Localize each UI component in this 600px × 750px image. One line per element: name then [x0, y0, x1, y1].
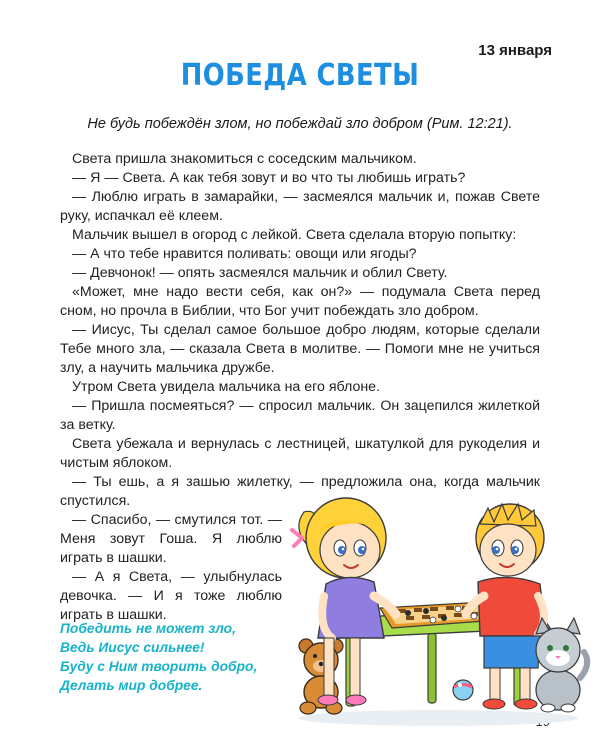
story-paragraph: «Может, мне надо вести себя, как он?» — подумала Света перед сном, но прочла в Библии, что Бог учит побеждать зло добром.: [60, 284, 540, 319]
page-title: ПОБЕДА СВЕТЫ: [180, 58, 420, 93]
story-paragraph: — Я — Света. А как тебя зовут и во что ты любишь играть?: [72, 170, 466, 186]
girl-figure-icon: [292, 498, 396, 705]
story-paragraph: — А что тебе нравится поливать: овощи или ягоды?: [72, 246, 417, 262]
story-paragraph: Света пришла знакомиться с соседским мальчиком.: [72, 151, 417, 167]
story-paragraph: Света убежала и вернулась с лестницей, шкатулкой для рукоделия и чистым яблоком.: [60, 436, 540, 471]
kitten-icon: [536, 618, 587, 712]
story-paragraph: — Ты ешь, а я зашью жилетку, — предложила она, когда мальчик спустился.: [60, 474, 540, 509]
poem-line: Победить не может зло,: [60, 621, 236, 636]
epigraph: Не будь побеждён злом, но побеждай зло добром (Рим. 12:21).: [87, 116, 513, 132]
poem-line: Буду с Ним творить добро,: [60, 659, 258, 674]
poem-line: Ведь Иисус сильнее!: [60, 640, 205, 655]
story-paragraph: — Девчонок! — опять засмеялся мальчик и облил Свету.: [72, 265, 448, 281]
story-paragraph: — Спасибо, — смутился тот. — Меня зовут Гоша. Я люблю играть в шашки.: [60, 512, 282, 566]
ball-icon: [453, 680, 473, 700]
poem-line: Делать мир добрее.: [60, 678, 203, 693]
poem: [60, 619, 257, 695]
story-paragraph: Мальчик вышел в огород с лейкой. Света сделала вторую попытку:: [72, 227, 517, 243]
story-paragraph: — Люблю играть в замарайки, — засмеялся мальчик и, пожав Свете руку, испачкал её клеем.: [60, 189, 540, 224]
page-date: 13 января: [478, 42, 552, 59]
story-paragraph: — Иисус, Ты сделал самое большое добро людям, которые сделали Тебе много зла, — сказала Света в молитве. — Помоги мне не учиться злу, а научить мальчика дружбе.: [60, 322, 540, 376]
children-playing-checkers-illustration: [288, 468, 594, 730]
story-paragraph: — Пришла посмеяться? — спросил мальчик. Он зацепился жилеткой за ветку.: [60, 398, 540, 433]
story-paragraph: — А я Света, — улыбнулась девочка. — И я тоже люблю играть в шашки.: [60, 569, 282, 623]
story-paragraph: Утром Света увидела мальчика на его яблоне.: [72, 379, 381, 395]
